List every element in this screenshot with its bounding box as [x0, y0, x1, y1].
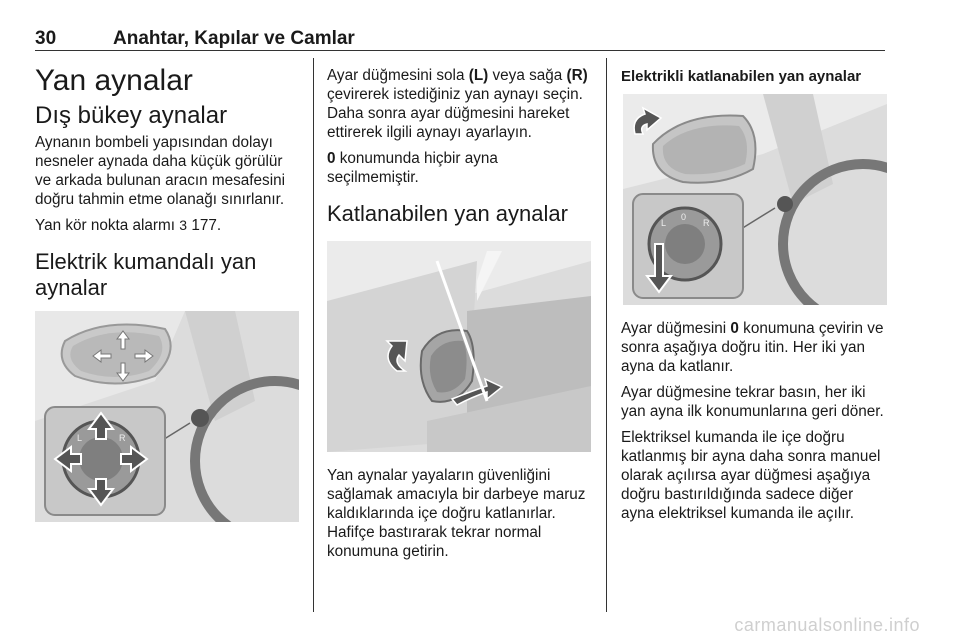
fig1-label-l: L — [77, 433, 83, 443]
select-text-1: Ayar düğmesini sola — [327, 67, 469, 84]
fig3-label-r: R — [703, 218, 710, 228]
zero-position-paragraph — [327, 149, 592, 187]
fold-text-2: konumuna çevirin ve sonra aşağıya doğru itin. Her iki yan ayna da katlanır. — [621, 320, 884, 375]
select-mirror-paragraph — [327, 66, 592, 142]
label-r-bold: (R) — [566, 67, 588, 84]
subsection-folding-mirrors: Katlanabilen yan aynalar — [327, 201, 568, 226]
column-2 — [327, 58, 592, 568]
fig3-label-zero: 0 — [681, 212, 687, 222]
column-3 — [621, 58, 887, 530]
page-ref-icon: 3 — [179, 217, 188, 233]
blind-spot-paragraph — [35, 216, 300, 235]
unfold-paragraph: Ayar düğmesine tekrar basın, her iki yan ayna ilk konumunlarına geri döner. — [621, 384, 884, 420]
folding-mirror-illustration — [327, 241, 591, 452]
folding-paragraph: Yan aynalar yayaların güvenliğini sağlamak amacıyla bir darbeye maruz kaldıklarında içe doğru katlanırlar. Hafifçe bastırarak tekrar normal konumuna getirin. — [327, 467, 586, 560]
fold-zero-bold: 0 — [730, 320, 739, 337]
mirror-adjust-illustration — [35, 311, 299, 522]
label-l-bold: (L) — [468, 67, 489, 84]
select-text-3: çevirerek istediğiniz yan aynayı seçin. Daha sonra ayar düğmesini hareket ettirerek ilgili aynayı ayarlayın. — [327, 86, 583, 141]
electric-folding-illustration — [623, 94, 887, 305]
zero-text: konumunda hiçbir ayna seçilmemiştir. — [327, 150, 498, 186]
blind-spot-text: Yan kör nokta alarmı — [35, 217, 176, 234]
page-number: 30 — [35, 28, 57, 49]
watermark: carmanualsonline.info — [734, 615, 920, 635]
fold-instructions-paragraph — [621, 319, 887, 376]
column-divider-2 — [606, 58, 607, 612]
subsection-electric-folding: Elektrikli katlanabilen yan aynalar — [621, 68, 862, 85]
fig3-label-l: L — [661, 218, 667, 228]
subsection-convex-mirrors: Dış bükey aynalar — [35, 102, 228, 129]
header-divider — [35, 50, 885, 51]
fig1-label-r: R — [119, 433, 126, 443]
convex-paragraph: Aynanın bombeli yapısından dolayı nesneler aynada daha küçük görülür ve arkada bulunan aracın mesafesini doğru tahmin etme olanağı sınırlanır. — [35, 134, 286, 208]
column-divider-1 — [313, 58, 314, 612]
page-header — [35, 28, 885, 52]
zero-bold: 0 — [327, 150, 336, 167]
section-title: Yan aynalar — [35, 64, 193, 97]
chapter-title: Anahtar, Kapılar ve Camlar — [113, 28, 355, 49]
blind-spot-page[interactable]: 177. — [191, 217, 222, 234]
fold-text-1: Ayar düğmesini — [621, 320, 731, 337]
select-text-2: veya sağa — [488, 67, 567, 84]
subsection-electric-mirrors: Elektrik kumandalı yan aynalar — [35, 249, 257, 300]
column-1 — [35, 58, 300, 522]
manual-unfold-paragraph: Elektriksel kumanda ile içe doğru katlanmış bir ayna daha sonra manuel olarak açılırsa ayar düğmesi aşağıya doğru bastırıldığında sadece diğer ayna elektriksel kumanda ile açılır. — [621, 429, 881, 522]
